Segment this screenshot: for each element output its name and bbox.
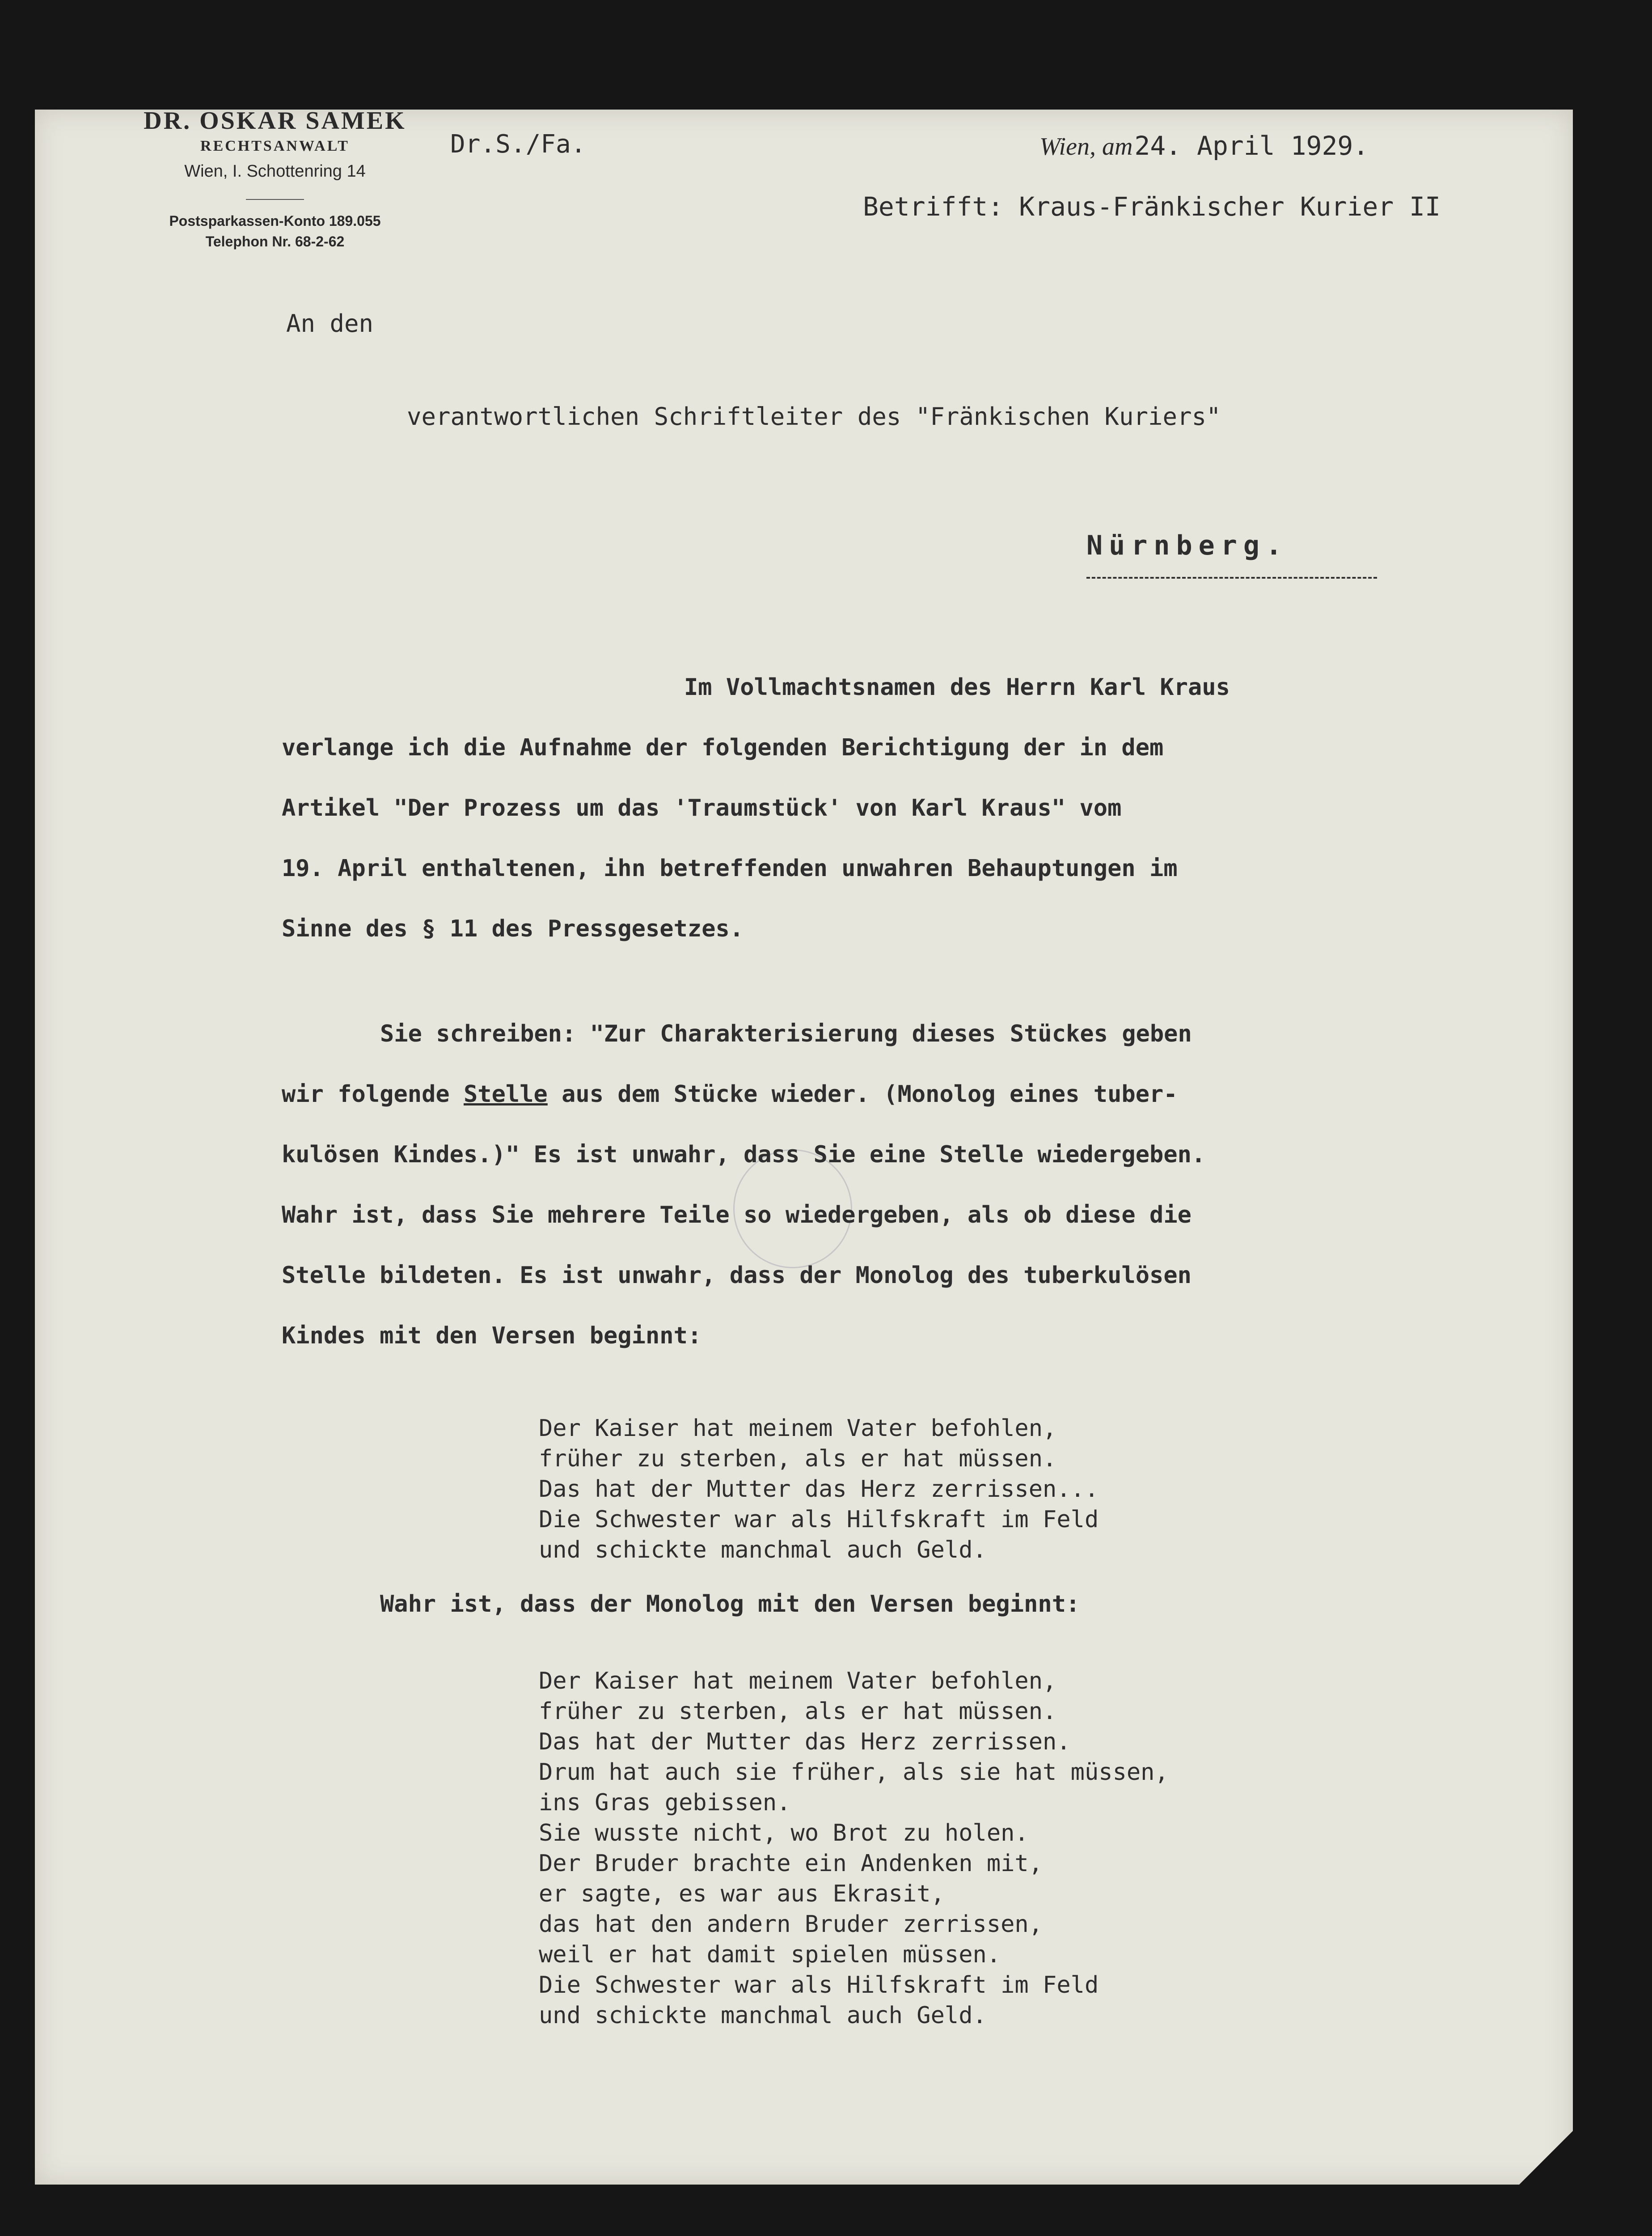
paragraph-1-line: Artikel "Der Prozess um das 'Traumstück' von Karl Kraus" vom (282, 795, 1122, 822)
verse-line: früher zu sterben, als er hat müssen. (539, 1445, 1057, 1472)
verse-quote-1 (539, 1413, 1099, 1565)
paragraph-2-line: Stelle bildeten. Es ist unwahr, dass der Monolog des tuberkulösen (282, 1262, 1191, 1289)
paragraph-3-line: Wahr ist, dass der Monolog mit den Versen beginnt: (380, 1591, 1080, 1618)
verse-quote-2 (539, 1666, 1169, 2031)
letterhead-account: Postsparkassen-Konto 189.055 (169, 213, 381, 229)
verse-line: ins Gras gebissen. (539, 1789, 791, 1816)
verse-line: Sie wusste nicht, wo Brot zu holen. (539, 1820, 1029, 1846)
paragraph-2-line: kulösen Kindes.)" Es ist unwahr, dass Sie eine Stelle wiedergeben. (282, 1141, 1206, 1168)
letterhead-divider (246, 199, 304, 200)
letter-date: 24. April 1929. (1134, 131, 1369, 161)
city-underline (1086, 577, 1377, 579)
paragraph-2-line: Kindes mit den Versen beginnt: (282, 1322, 702, 1349)
letterhead-title: RECHTSANWALT (200, 138, 350, 154)
verse-line: Drum hat auch sie früher, als sie hat müssen, (539, 1759, 1169, 1786)
paragraph-2-line: Sie schreiben: "Zur Charakterisierung dieses Stückes geben (380, 1021, 1192, 1047)
paragraph-2-line: Wahr ist, dass Sie mehrere Teile so wiedergeben, als ob diese die (282, 1202, 1191, 1228)
subject-line: Betrifft: Kraus-Fränkischer Kurier II (863, 191, 1441, 222)
verse-line: er sagte, es war aus Ekrasit, (539, 1880, 945, 1907)
paragraph-2 (282, 1004, 1489, 1366)
verse-line: weil er hat damit spielen müssen. (539, 1941, 1001, 1968)
paragraph-1-line: Sinne des § 11 des Pressgesetzes. (282, 915, 744, 942)
folded-corner (1519, 2131, 1573, 2185)
verse-line: und schickte manchmal auch Geld. (539, 1537, 987, 1563)
recipient: verantwortlichen Schriftleiter des "Fränkischen Kuriers" (407, 402, 1221, 431)
place-label: Wien, am (1039, 133, 1133, 161)
paragraph-2-line: aus dem Stücke wieder. (Monolog eines tuber- (547, 1081, 1178, 1108)
letterhead-address: Wien, I. Schottenring 14 (184, 162, 366, 181)
letterhead-name: DR. OSKAR SAMEK (144, 107, 406, 135)
verse-line: Der Bruder brachte ein Andenken mit, (539, 1850, 1043, 1877)
verse-line: und schickte manchmal auch Geld. (539, 2002, 987, 2029)
paragraph-2-line: wir folgende (282, 1081, 464, 1108)
paragraph-3 (282, 1574, 1489, 1635)
paragraph-1-line: 19. April enthaltenen, ihn betreffenden unwahren Behauptungen im (282, 855, 1178, 882)
verse-line: das hat den andern Bruder zerrissen, (539, 1911, 1043, 1938)
reference-code: Dr.S./Fa. (450, 130, 586, 159)
underlined-word: Stelle (464, 1081, 548, 1108)
verse-line: Der Kaiser hat meinem Vater befohlen, (539, 1668, 1057, 1694)
paragraph-1-line: Im Vollmachtsnamen des Herrn Karl Kraus (684, 674, 1230, 701)
recipient-city: Nürnberg. (1086, 530, 1289, 561)
paragraph-1 (282, 657, 1489, 959)
verse-line: Die Schwester war als Hilfskraft im Feld (539, 1506, 1099, 1533)
verse-line: früher zu sterben, als er hat müssen. (539, 1698, 1057, 1725)
date-line (1039, 131, 1369, 161)
salutation: An den (286, 309, 374, 338)
paragraph-1-line: verlange ich die Aufnahme der folgenden Berichtigung der in dem (282, 734, 1164, 761)
letterhead (121, 106, 429, 252)
verse-line: Der Kaiser hat meinem Vater befohlen, (539, 1415, 1057, 1442)
verse-line: Das hat der Mutter das Herz zerrissen... (539, 1476, 1099, 1503)
letterhead-phone: Telephon Nr. 68-2-62 (205, 233, 345, 250)
verse-line: Die Schwester war als Hilfskraft im Feld (539, 1972, 1099, 1999)
verse-line: Das hat der Mutter das Herz zerrissen. (539, 1728, 1071, 1755)
